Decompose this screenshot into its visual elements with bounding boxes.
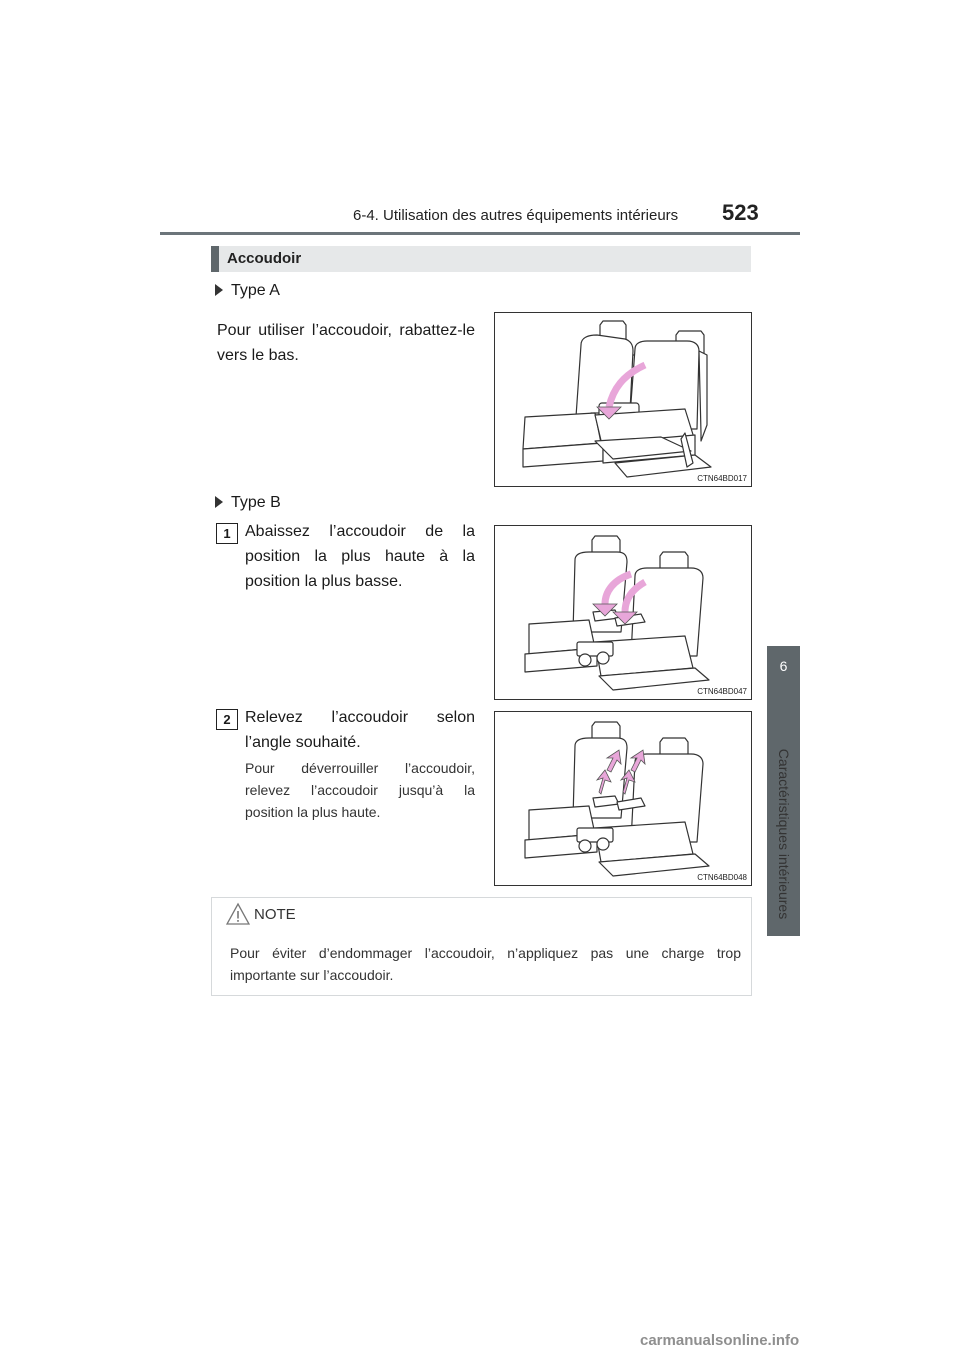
- type-a-label: [215, 282, 280, 300]
- page-number: 523: [722, 200, 759, 225]
- section-heading: [211, 246, 751, 272]
- rear-seat-armrest-illustration: [495, 313, 751, 486]
- step-number-1: 1: [216, 523, 238, 544]
- chapter-number: 6: [779, 658, 788, 674]
- section-title: Accoudoir: [227, 250, 302, 267]
- chapter-title: Caractéristiques intérieures: [776, 748, 792, 919]
- chapter-title-vertical: [771, 746, 797, 921]
- figure-step-1: [494, 525, 752, 700]
- section-heading-bar: [211, 246, 219, 272]
- step-2-text: Relevez l’accoudoir selon l’angle souhaité.: [245, 709, 475, 751]
- step-1-text: Abaissez l’accoudoir de la position la plus haute à la position la plus basse.: [245, 523, 475, 590]
- type-b-label-text: Type B: [231, 494, 281, 511]
- watermark: carmanualsonline.info: [640, 1332, 800, 1349]
- figure-code: CTN64BD017: [697, 474, 747, 483]
- type-a-text: Pour utiliser l’accoudoir, rabattez-le vers le bas.: [217, 322, 475, 364]
- figure-code: CTN64BD047: [697, 687, 747, 696]
- step-number-2: 2: [216, 709, 238, 730]
- warning-triangle-icon: [226, 902, 250, 926]
- triangle-bullet-icon: [215, 284, 223, 296]
- armrest-lower-illustration: [495, 526, 751, 699]
- running-header-title: 6-4. Utilisation des autres équipements intérieurs: [353, 207, 679, 224]
- figure-step-2: [494, 711, 752, 886]
- step-2-subtext: Pour déverrouiller l’accoudoir, relevez l’accoudoir jusqu’à la position la plus haute.: [245, 760, 475, 820]
- header-rule: [160, 232, 800, 235]
- triangle-bullet-icon: [215, 496, 223, 508]
- type-b-label: [215, 494, 281, 512]
- note-text: Pour éviter d’endommager l’accoudoir, n’appliquez pas une charge trop importante sur l’accoudoir.: [230, 945, 741, 983]
- type-a-label-text: Type A: [231, 282, 280, 299]
- note-box: [211, 897, 752, 996]
- armrest-raise-illustration: [495, 712, 751, 885]
- figure-type-a: [494, 312, 752, 487]
- figure-code: CTN64BD048: [697, 873, 747, 882]
- note-label: NOTE: [254, 906, 296, 923]
